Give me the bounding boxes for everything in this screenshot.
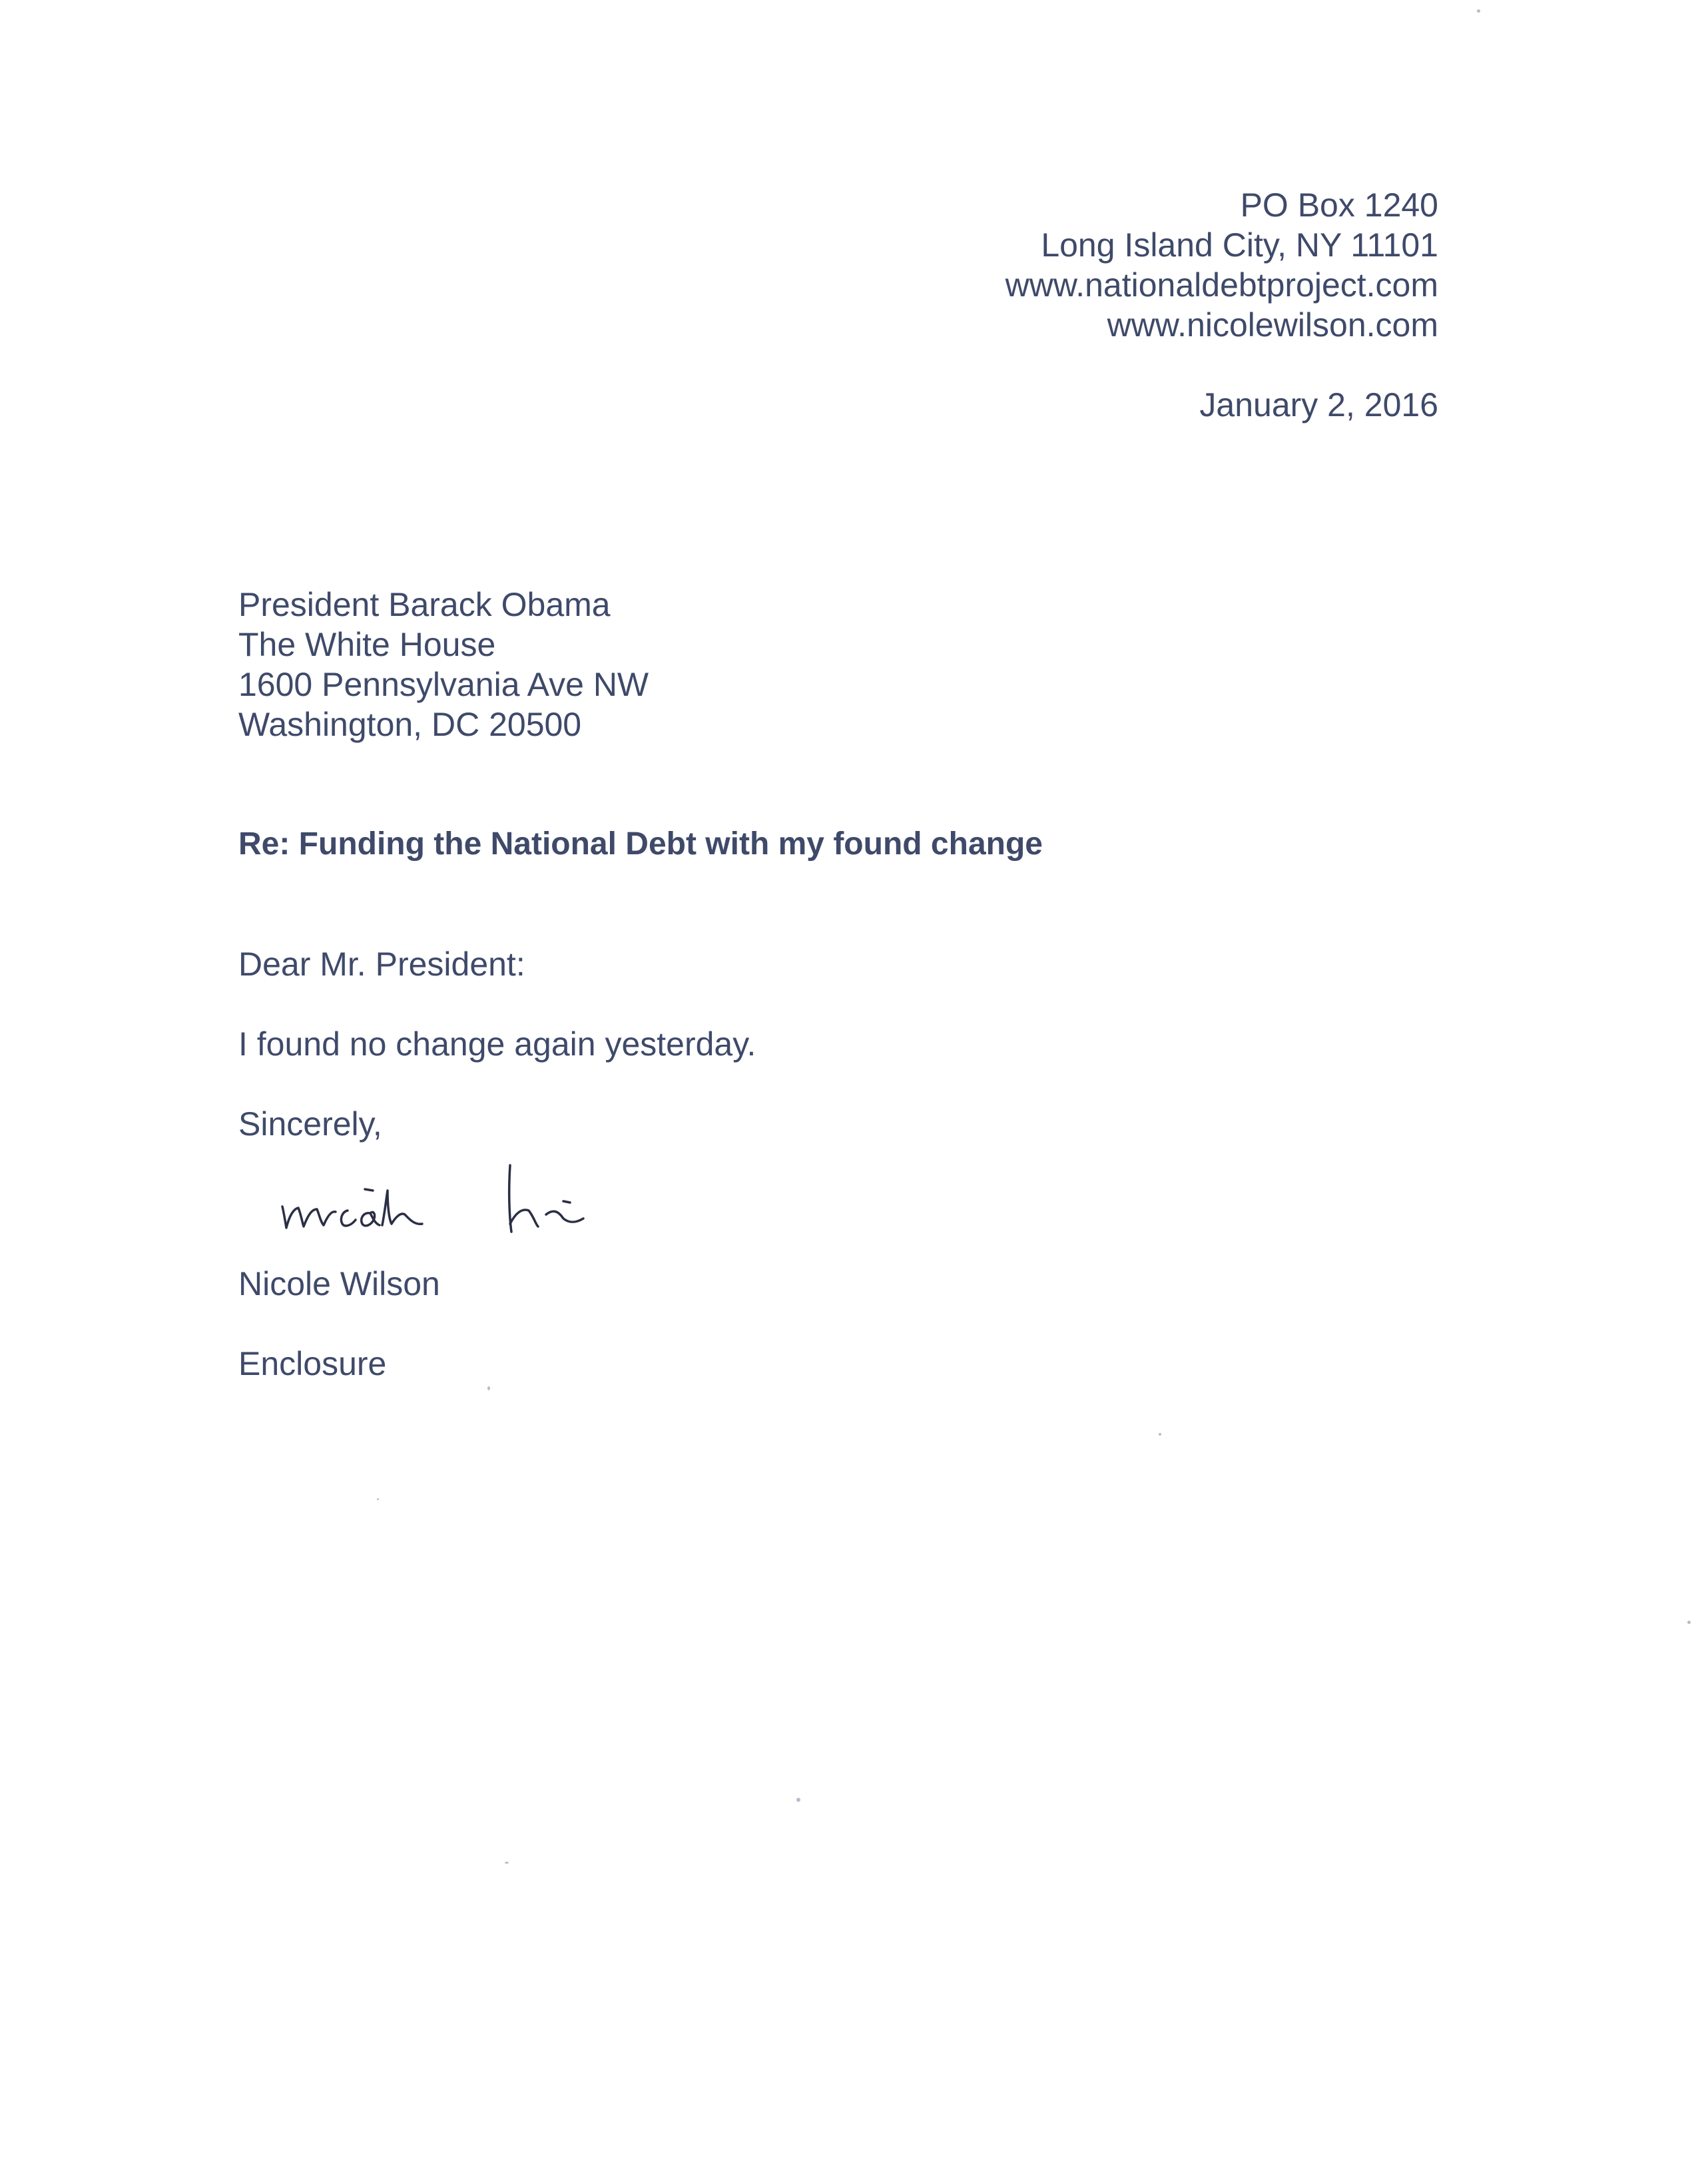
recipient-city-line: Washington, DC 20500 bbox=[238, 706, 582, 743]
recipient-address-block bbox=[238, 585, 649, 744]
scan-speck bbox=[505, 1862, 509, 1864]
recipient-organization: The White House bbox=[238, 626, 496, 663]
enclosure-note: Enclosure bbox=[238, 1345, 387, 1382]
recipient-street: 1600 Pennsylvania Ave NW bbox=[238, 666, 649, 703]
signer-name: Nicole Wilson bbox=[238, 1265, 440, 1302]
scan-speck bbox=[1477, 9, 1480, 13]
scan-speck bbox=[377, 1498, 379, 1500]
sender-address-block bbox=[1005, 185, 1438, 345]
sender-website-1: www.nationaldebtproject.com bbox=[1005, 266, 1438, 304]
recipient-name: President Barack Obama bbox=[238, 586, 611, 623]
sender-po-box: PO Box 1240 bbox=[1240, 186, 1438, 224]
scan-speck bbox=[796, 1798, 800, 1802]
scan-speck bbox=[1159, 1433, 1161, 1436]
salutation: Dear Mr. President: bbox=[238, 946, 525, 983]
subject-line: Re: Funding the National Debt with my found change bbox=[238, 826, 1043, 862]
scan-speck bbox=[1687, 1621, 1691, 1624]
sender-website-2: www.nicolewilson.com bbox=[1107, 306, 1438, 344]
sender-city-line: Long Island City, NY 11101 bbox=[1041, 226, 1438, 264]
letter-body: I found no change again yesterday. bbox=[238, 1025, 756, 1063]
letter-date: January 2, 2016 bbox=[1199, 386, 1438, 423]
closing: Sincerely, bbox=[238, 1105, 382, 1143]
scan-speck bbox=[487, 1386, 490, 1390]
handwritten-signature bbox=[273, 1145, 673, 1245]
